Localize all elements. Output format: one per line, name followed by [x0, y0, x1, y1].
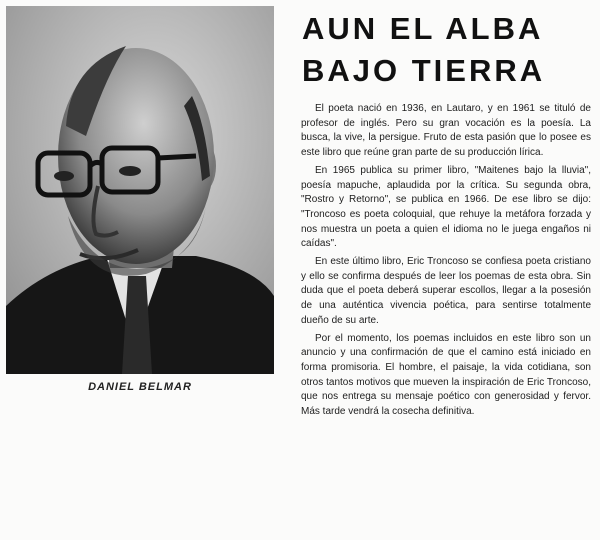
paragraph-3: En este último libro, Eric Troncoso se confiesa poeta cristiano y ello se confirma después de leer los poemas de esta obra. Sin duda que el poeta deberá superar escollos, llegar a la posesión de una auténtica vivencia poética, para sentirse totalmente dueño de su arte. [301, 256, 591, 326]
title-line-2: BAJO TIERRA [302, 53, 546, 88]
paragraph-2: En 1965 publica su primer libro, "Maitenes bajo la lluvia", poesía mapuche, aplaudida por la crítica. Su segunda obra, "Rostro y Retorno", se publica en 1966. De ese libro se dijo: "Troncoso es poeta coloquial, que rehuye la metáfora forzada y nos muestra un poeta a quien el idioma no le juega engaños ni caídas". [301, 164, 591, 250]
portrait-image [6, 6, 274, 374]
author-portrait-photo [6, 6, 274, 374]
paragraph-4: Por el momento, los poemas incluidos en este libro son un anuncio y una confirmación de que el camino está iniciado en forma promisoria. El hombre, el paisaje, la vida cotidiana, son otros tantos motivos que mueven la inspiración de Eric Troncoso, que nos entrega su mensaje poético con generosidad y fervor. Más tarde vendrá la cosecha definitiva. [301, 332, 591, 418]
article-body [301, 102, 591, 423]
photo-caption: DANIEL BELMAR [88, 381, 192, 393]
article-title [302, 8, 592, 92]
paragraph-1: El poeta nació en 1936, en Lautaro, y en 1961 se tituló de profesor de inglés. Pero su gran vocación es la poesía. La busca, la vive, la persigue. Fruto de esta pasión que lo posee es este libro que reúne gran parte de su producción lírica. [301, 103, 591, 159]
title-line-1: AUN EL ALBA [302, 11, 544, 46]
